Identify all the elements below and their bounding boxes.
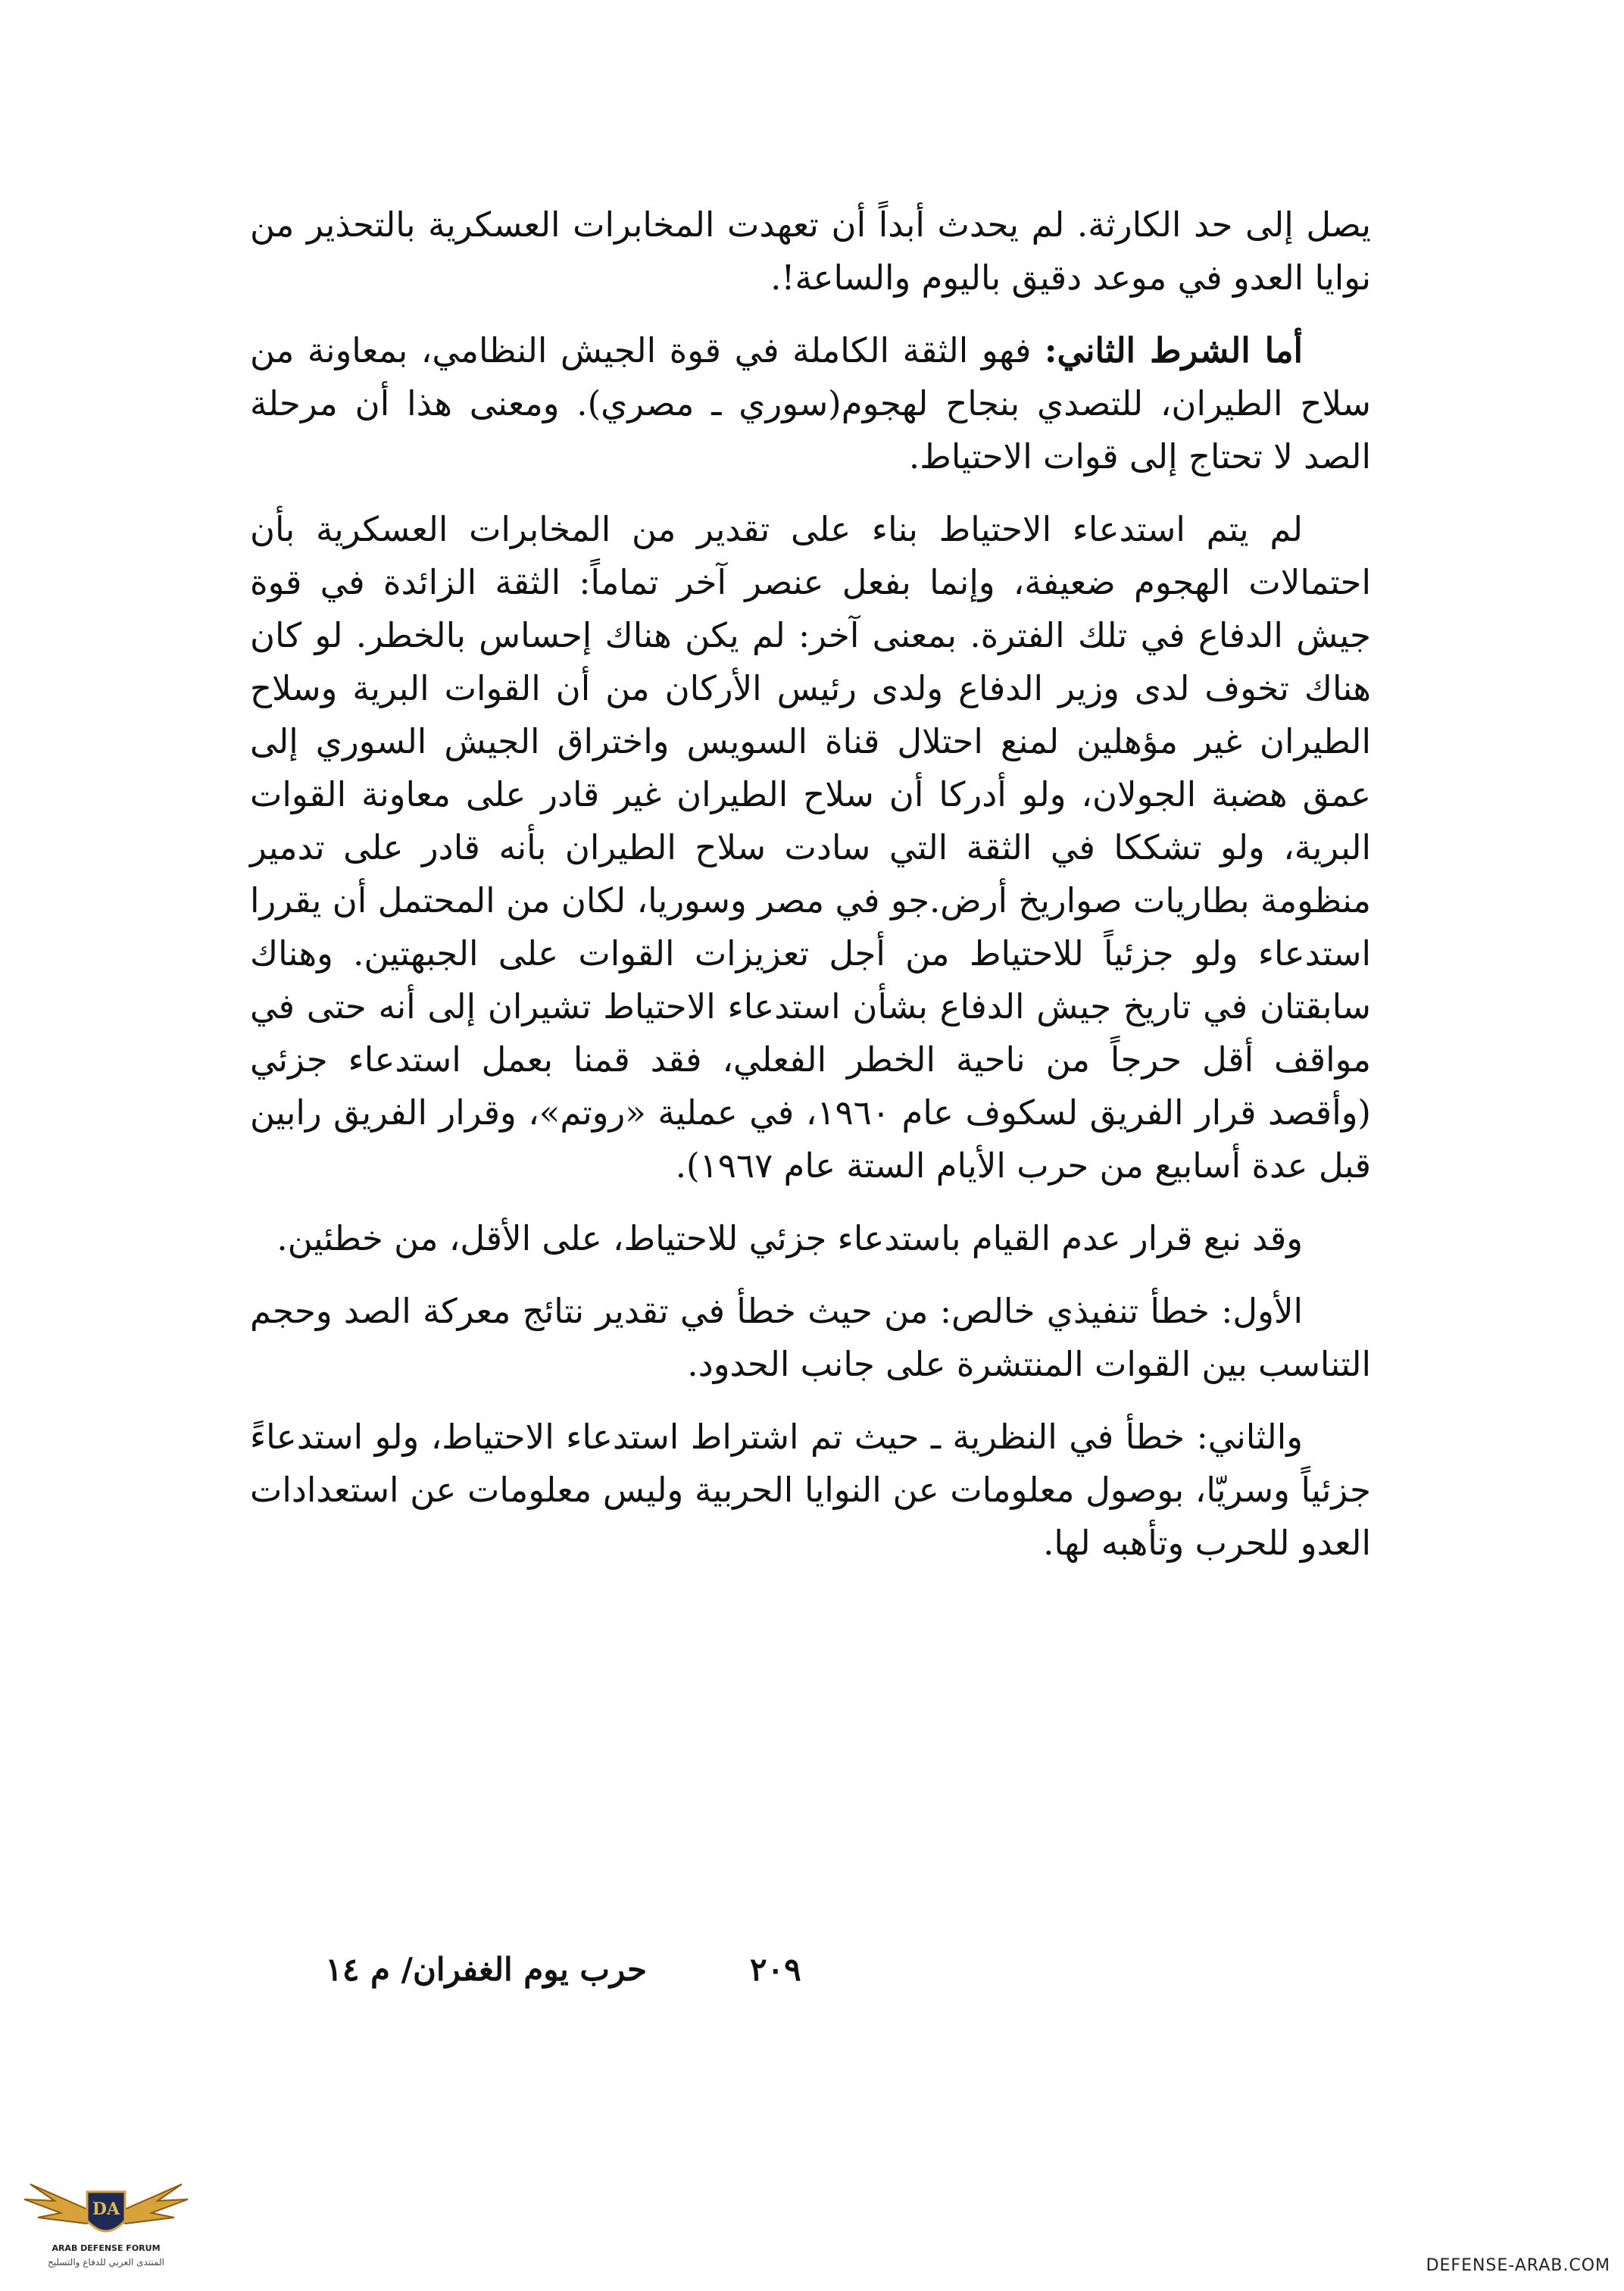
logo-caption-ar: المنتدى العربي للدفاع والتسليح	[48, 2257, 164, 2268]
paragraph-4-text: وقد نبع قرار عدم القيام باستدعاء جزئي للاحتياط، على الأقل، من خطئين.	[276, 1218, 1303, 1258]
paragraph-6	[250, 1411, 1371, 1570]
paragraph-4	[250, 1212, 1371, 1265]
paragraph-5	[250, 1285, 1371, 1391]
page-body	[250, 198, 1371, 1589]
paragraph-2	[250, 324, 1371, 483]
eagle-emblem-icon	[15, 2171, 197, 2246]
footer-book-title: حرب يوم الغفران/ م ١٤	[325, 1951, 647, 1988]
logo-caption-en: ARAB DEFENSE FORUM	[52, 2243, 161, 2253]
paragraph-3-text: لم يتم استدعاء الاحتياط بناء على تقدير من المخابرات العسكرية بأن احتمالات الهجوم ضعيفة، وإنما بفعل عنصر آخر تماماً: الثقة الزائدة في قوة جيش الدفاع في تلك الفترة. بمعنى آخر: لم يكن هناك إحساس بالخطر. لو كان هناك تخوف لدى وزير الدفاع ولدى رئيس الأركان من أن القوات البرية وسلاح الطيران غير مؤهلين لمنع احتلال قناة السويس واختراق الجيش السوري إلى عمق هضبة الجولان، ولو أدركا أن سلاح الطيران غير قادر على معاونة القوات البرية، ولو تشككا في الثقة التي سادت سلاح الطيران بأنه قادر على تدمير منظومة بطاريات صواريخ أرض.جو في مصر وسوريا، لكان من المحتمل أن يقررا استدعاء ولو جزئياً للاحتياط من أجل تعزيزات القوات على الجبهتين. وهناك سابقتان في تاريخ جيش الدفاع بشأن استدعاء الاحتياط تشيران إلى أنه حتى في مواقف أقل حرجاً من ناحية الخطر الفعلي، فقد قمنا بعمل استدعاء جزئي (وأقصد قرار الفريق لسكوف عام ١٩٦٠، في عملية «روتم»، وقرار الفريق رابين قبل عدة أسابيع من حرب الأيام الستة عام ١٩٦٧).	[250, 509, 1371, 1186]
paragraph-6-text: والثاني: خطأ في النظرية ـ حيث تم اشتراط استدعاء الاحتياط، ولو استدعاءً جزئياً وسريّا، بوصول معلومات عن النوايا الحربية وليس معلومات عن استعدادات العدو للحرب وتأهبه لها.	[250, 1417, 1371, 1563]
page-number: ٢٠٩	[750, 1951, 801, 1988]
paragraph-1	[250, 198, 1371, 305]
svg-text:DA: DA	[92, 2199, 120, 2219]
paragraph-5-text: الأول: خطأ تنفيذي خالص: من حيث خطأ في تقدير نتائج معركة الصد وحجم التناسب بين القوات المنتشرة على جانب الحدود.	[250, 1291, 1371, 1384]
site-watermark: DEFENSE-ARAB.COM	[1426, 2256, 1610, 2275]
paragraph-1-text: يصل إلى حد الكارثة. لم يحدث أبداً أن تعهدت المخابرات العسكرية بالتحذير من نوايا العدو في موعد دقيق باليوم والساعة!.	[250, 205, 1371, 298]
paragraph-3	[250, 503, 1371, 1192]
paragraph-2-text: فهو الثقة الكاملة في قوة الجيش النظامي، بمعاونة من سلاح الطيران، للتصدي بنجاح لهجوم(سوري ـ مصري). ومعنى هذا أن مرحلة الصد لا تحتاج إلى قوات الاحتياط.	[250, 330, 1371, 477]
forum-logo	[15, 2171, 197, 2284]
paragraph-2-lead: أما الشرط الثاني:	[1044, 330, 1303, 370]
